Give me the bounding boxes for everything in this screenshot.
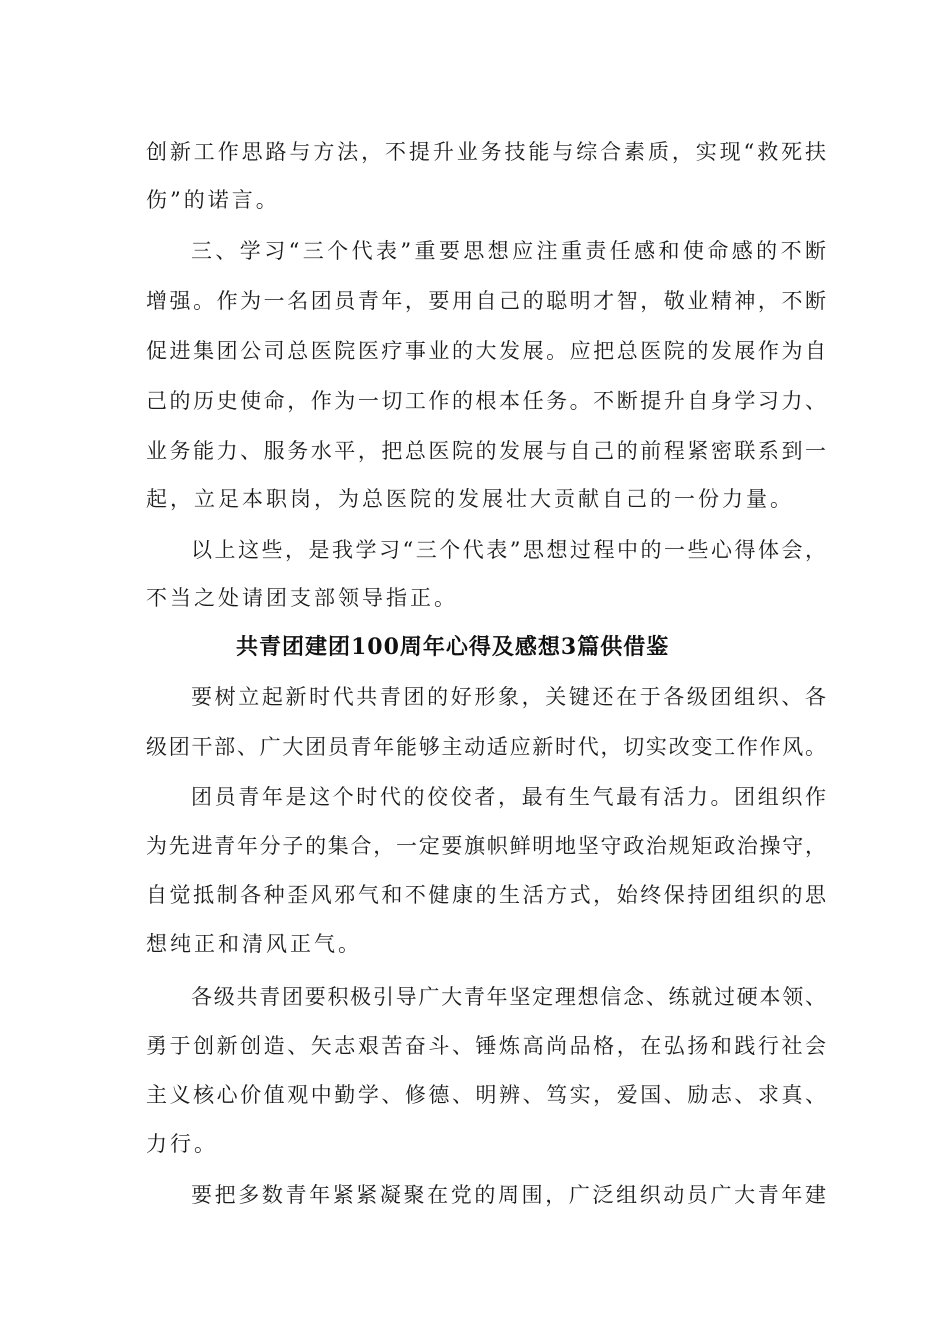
paragraph-line: 各级共青团要积极引导广大青年坚定理想信念、练就过硬本领、 (191, 985, 826, 1009)
paragraph-line: 级团干部、广大团员青年能够主动适应新时代，切实改变工作作风。 (146, 735, 826, 759)
paragraph-line: 想纯正和清风正气。 (146, 932, 362, 956)
paragraph-line: 勇于创新创造、矢志艰苦奋斗、锤炼高尚品格，在弘扬和践行社会 (146, 1034, 826, 1058)
paragraph-line: 增强。作为一名团员青年，要用自己的聪明才智，敬业精神，不断 (146, 289, 826, 313)
paragraph-line: 要把多数青年紧紧凝聚在党的周围，广泛组织动员广大青年建 (191, 1183, 826, 1207)
paragraph-line: 力行。 (146, 1132, 218, 1156)
paragraph-line: 以上这些，是我学习“三个代表”思想过程中的一些心得体会， (191, 538, 826, 562)
paragraph-line: 主义核心价值观中勤学、修德、明辨、笃实，爱国、励志、求真、 (146, 1083, 826, 1107)
paragraph-line: 起，立足本职岗，为总医院的发展壮大贡献自己的一份力量。 (146, 487, 794, 511)
paragraph-line: 创新工作思路与方法，不提升业务技能与综合素质，实现“救死扶 (146, 140, 826, 164)
paragraph-line: 自觉抵制各种歪风邪气和不健康的生活方式，始终保持团组织的思 (146, 883, 826, 907)
paragraph-line: 三、学习“三个代表”重要思想应注重责任感和使命感的不断 (191, 239, 826, 263)
paragraph-line: 促进集团公司总医院医疗事业的大发展。应把总医院的发展作为自 (146, 339, 826, 363)
paragraph-line: 为先进青年分子的集合，一定要旗帜鲜明地坚守政治规矩政治操守， (146, 834, 826, 858)
section-heading: 共青团建团100周年心得及感想3篇供借鉴 (236, 634, 670, 660)
paragraph-line: 不当之处请团支部领导指正。 (146, 586, 458, 610)
paragraph-line: 伤”的诺言。 (146, 188, 280, 212)
paragraph-line: 要树立起新时代共青团的好形象，关键还在于各级团组织、各 (191, 685, 826, 709)
paragraph-line: 业务能力、服务水平，把总医院的发展与自己的前程紧密联系到一 (146, 439, 826, 463)
paragraph-line: 己的历史使命，作为一切工作的根本任务。不断提升自身学习力、 (146, 389, 826, 413)
paragraph-line: 团员青年是这个时代的佼佼者，最有生气最有活力。团组织作 (191, 785, 826, 809)
